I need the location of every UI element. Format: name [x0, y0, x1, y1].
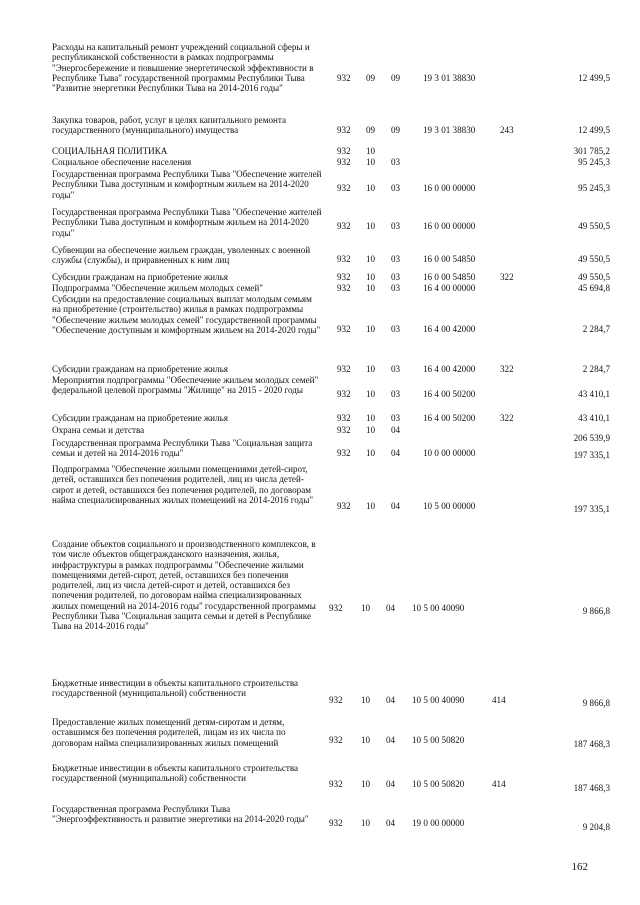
row-description: Субвенции на обеспечение жильем граждан, уволенных с военной службы (службы), и приравненных к ним лиц — [52, 245, 311, 266]
table-row — [0, 146, 640, 157]
table-row — [0, 42, 640, 115]
table-row — [0, 207, 640, 245]
row-code-subsection: 09 — [391, 73, 401, 83]
row-description: Субсидии гражданам на приобретение жилья — [52, 364, 228, 374]
table-row — [0, 283, 640, 294]
row-code-ministry: 932 — [337, 146, 351, 156]
row-code-section: 10 — [361, 603, 371, 613]
row-description: Государственная программа Республики Тыва "Энергоэффективность и развитие энергетики на 2014-2020 годы" — [52, 804, 309, 825]
row-code-target: 10 0 00 00000 — [423, 448, 476, 458]
row-description: Создание объектов социального и производственного комплексов, в том числе объектов общегражданского назначения, жилья, инфраструктуры в рамках подпрограммы "Обеспечение жилыми помещениями детей-сирот, детей, оставшихся без попечения родителей, лиц из числа детей-сирот и детей, оставшихся без попечения родителей, по договорам найма специализированных жилых помещений на 2014-2016 годы" государственной программы Республики Тыва "Социальная защита семьи и детей в Республике Тыва на 2014-2016 годы" — [52, 539, 316, 632]
row-amount: 12 499,5 — [578, 73, 610, 83]
row-code-section: 10 — [366, 221, 376, 231]
row-code-section: 09 — [366, 73, 376, 83]
row-amount: 2 284,7 — [582, 364, 610, 374]
row-description: Охрана семьи и детства — [52, 425, 145, 435]
table-row — [0, 539, 640, 673]
row-amount: 9 866,8 — [582, 698, 610, 708]
row-code-expense-type: 322 — [500, 413, 514, 423]
row-code-subsection: 04 — [386, 779, 396, 789]
row-code-section: 10 — [366, 364, 376, 374]
row-code-subsection: 04 — [386, 603, 396, 613]
row-description: Подпрограмма "Обеспечение жилыми помещениями детей-сирот, детей, оставшихся без попечения родителей, лиц из числа детей-сирот и детей, оставшихся без попечения родителей, по договорам найма специализированных жилых помещений на 2014-2016 годы" — [52, 464, 314, 505]
row-amount: 187 468,3 — [573, 783, 610, 793]
row-code-section: 10 — [361, 818, 371, 828]
table-row — [0, 294, 640, 360]
row-amount: 9 866,8 — [582, 606, 610, 616]
row-code-ministry: 932 — [337, 364, 351, 374]
row-description: Подпрограмма "Обеспечение жильем молодых семей" — [52, 283, 263, 293]
table-row — [0, 272, 640, 283]
row-code-target: 16 0 00 54850 — [423, 272, 476, 282]
table-row — [0, 425, 640, 443]
row-code-section: 10 — [361, 779, 371, 789]
table-row — [0, 157, 640, 168]
row-amount: 95 245,3 — [578, 183, 610, 193]
row-description: Бюджетные инвестиции в объекты капитального строительства государственной (муниципальной) собственности — [52, 678, 299, 699]
row-description: Предоставление жилых помещений детям-сиротам и детям, оставшимся без попечения родителей, лицам из их числа по договорам найма специализированных жилых помещений — [52, 717, 286, 748]
row-description: Расходы на капитальный ремонт учреждений социальной сферы и республиканской собственности в рамках подпрограммы "Энергосбережение и повышение энергетической эффективности в Республике Тыва" государственной программы Республики Тыва "Развитие энергетики Республики Тыва на 2014-2016 годы" — [52, 42, 314, 94]
row-code-target: 19 0 00 00000 — [412, 818, 465, 828]
row-code-target: 16 4 00 00000 — [423, 283, 476, 293]
row-code-subsection: 03 — [391, 413, 401, 423]
row-code-ministry: 932 — [337, 501, 351, 511]
row-code-section: 09 — [366, 125, 376, 135]
row-code-target: 16 4 00 50200 — [423, 389, 476, 399]
row-description: Социальное обеспечение населения — [52, 157, 192, 167]
row-code-section: 10 — [366, 324, 376, 334]
table-row — [0, 464, 640, 536]
row-code-target: 10 5 00 50820 — [412, 735, 465, 745]
row-code-subsection: 03 — [391, 254, 401, 264]
row-code-ministry: 932 — [337, 283, 351, 293]
table-row — [0, 438, 640, 464]
row-code-section: 10 — [361, 695, 371, 705]
row-code-ministry: 932 — [329, 695, 343, 705]
row-description: Государственная программа Республики Тыва "Обеспечение жителей Республики Тыва доступным и комфортным жильем на 2014-2020 годы" — [52, 207, 322, 238]
row-amount: 9 204,8 — [582, 822, 610, 832]
row-amount: 43 410,1 — [578, 389, 610, 399]
table-row — [0, 413, 640, 424]
row-code-subsection: 04 — [391, 501, 401, 511]
row-code-section: 10 — [366, 501, 376, 511]
table-row — [0, 763, 640, 803]
row-code-target: 16 4 00 50200 — [423, 413, 476, 423]
row-code-subsection: 04 — [386, 818, 396, 828]
row-code-subsection: 03 — [391, 272, 401, 282]
row-amount: 2 284,7 — [582, 324, 610, 334]
row-description: Субсидии гражданам на приобретение жилья — [52, 272, 228, 282]
table-row — [0, 245, 640, 271]
row-code-section: 10 — [366, 389, 376, 399]
row-description: Государственная программа Республики Тыва "Обеспечение жителей Республики Тыва доступным и комфортным жильем на 2014-2020 годы" — [52, 169, 322, 200]
row-amount: 206 539,9 — [573, 433, 610, 443]
row-code-ministry: 932 — [329, 735, 343, 745]
row-code-section: 10 — [366, 254, 376, 264]
row-description: СОЦИАЛЬНАЯ ПОЛИТИКА — [52, 146, 168, 156]
row-code-subsection: 03 — [391, 283, 401, 293]
row-description: Закупка товаров, работ, услуг в целях капитального ремонта государственного (муниципального) имущества — [52, 115, 287, 136]
row-amount: 197 335,1 — [573, 504, 610, 514]
row-code-section: 10 — [366, 183, 376, 193]
row-code-ministry: 932 — [337, 157, 351, 167]
row-code-target: 16 4 00 42000 — [423, 324, 476, 334]
row-code-section: 10 — [366, 425, 376, 435]
row-code-ministry: 932 — [337, 413, 351, 423]
row-description: Государственная программа Республики Тыва "Социальная защита семьи и детей на 2014-2016 годы" — [52, 438, 313, 459]
row-code-section: 10 — [366, 272, 376, 282]
row-code-section: 10 — [366, 448, 376, 458]
row-code-ministry: 932 — [337, 272, 351, 282]
row-code-target: 16 0 00 54850 — [423, 254, 476, 264]
row-code-subsection: 04 — [386, 695, 396, 705]
row-code-subsection: 04 — [386, 735, 396, 745]
row-code-ministry: 932 — [337, 221, 351, 231]
row-code-ministry: 932 — [337, 324, 351, 334]
row-code-section: 10 — [361, 735, 371, 745]
row-code-subsection: 03 — [391, 364, 401, 374]
row-code-section: 10 — [366, 413, 376, 423]
row-code-subsection: 09 — [391, 125, 401, 135]
row-code-target: 16 4 00 42000 — [423, 364, 476, 374]
row-code-subsection: 03 — [391, 157, 401, 167]
row-description: Бюджетные инвестиции в объекты капитального строительства государственной (муниципальной) собственности — [52, 763, 299, 784]
row-code-expense-type: 322 — [500, 272, 514, 282]
row-code-subsection: 03 — [391, 221, 401, 231]
row-code-expense-type: 414 — [492, 779, 506, 789]
row-code-ministry: 932 — [337, 389, 351, 399]
row-code-ministry: 932 — [329, 818, 343, 828]
row-code-target: 16 0 00 00000 — [423, 221, 476, 231]
row-code-ministry: 932 — [337, 425, 351, 435]
row-code-subsection: 04 — [391, 448, 401, 458]
row-code-target: 10 5 00 40090 — [412, 695, 465, 705]
table-row — [0, 678, 640, 716]
row-code-section: 10 — [366, 157, 376, 167]
row-code-target: 19 3 01 38830 — [423, 125, 476, 135]
row-amount: 197 335,1 — [573, 450, 610, 460]
row-amount: 187 468,3 — [573, 739, 610, 749]
row-amount: 43 410,1 — [578, 413, 610, 423]
row-code-ministry: 932 — [337, 448, 351, 458]
row-amount: 12 499,5 — [578, 125, 610, 135]
row-description: Мероприятия подпрограммы "Обеспечение жильем молодых семей" федеральной целевой программы "Жилище" на 2015 - 2020 годы — [52, 375, 319, 396]
page-number: 162 — [571, 861, 588, 873]
row-description: Субсидии гражданам на приобретение жилья — [52, 413, 228, 423]
row-code-ministry: 932 — [329, 603, 343, 613]
row-code-ministry: 932 — [337, 73, 351, 83]
table-row — [0, 804, 640, 844]
row-code-subsection: 03 — [391, 183, 401, 193]
row-code-subsection: 03 — [391, 324, 401, 334]
row-code-expense-type: 243 — [500, 125, 514, 135]
row-code-ministry: 932 — [337, 254, 351, 264]
row-amount: 49 550,5 — [578, 254, 610, 264]
row-amount: 49 550,5 — [578, 221, 610, 231]
table-row — [0, 717, 640, 763]
row-code-subsection: 04 — [391, 425, 401, 435]
row-description: Субсидии на предоставление социальных выплат молодым семьям на приобретение (строительство) жилья в рамках подпрограммы "Обеспечение жильем молодых семей" государственной программы "Обеспечение доступным и комфортным жильем на 2014-2020 годы" — [52, 294, 321, 335]
row-code-ministry: 932 — [329, 779, 343, 789]
row-amount: 49 550,5 — [578, 272, 610, 282]
row-code-ministry: 932 — [337, 125, 351, 135]
row-code-target: 19 3 01 38830 — [423, 73, 476, 83]
row-amount: 45 694,8 — [578, 283, 610, 293]
row-code-section: 10 — [366, 283, 376, 293]
row-code-section: 10 — [366, 146, 376, 156]
row-amount: 95 245,3 — [578, 157, 610, 167]
row-code-expense-type: 322 — [500, 364, 514, 374]
row-code-target: 10 5 00 00000 — [423, 501, 476, 511]
row-code-expense-type: 414 — [492, 695, 506, 705]
table-row — [0, 364, 640, 375]
table-row — [0, 375, 640, 413]
row-code-target: 10 5 00 40090 — [412, 603, 465, 613]
row-code-ministry: 932 — [337, 183, 351, 193]
table-row — [0, 115, 640, 146]
table-row — [0, 169, 640, 207]
row-amount: 301 785,2 — [573, 146, 610, 156]
row-code-subsection: 03 — [391, 389, 401, 399]
row-code-target: 16 0 00 00000 — [423, 183, 476, 193]
row-code-target: 10 5 00 50820 — [412, 779, 465, 789]
